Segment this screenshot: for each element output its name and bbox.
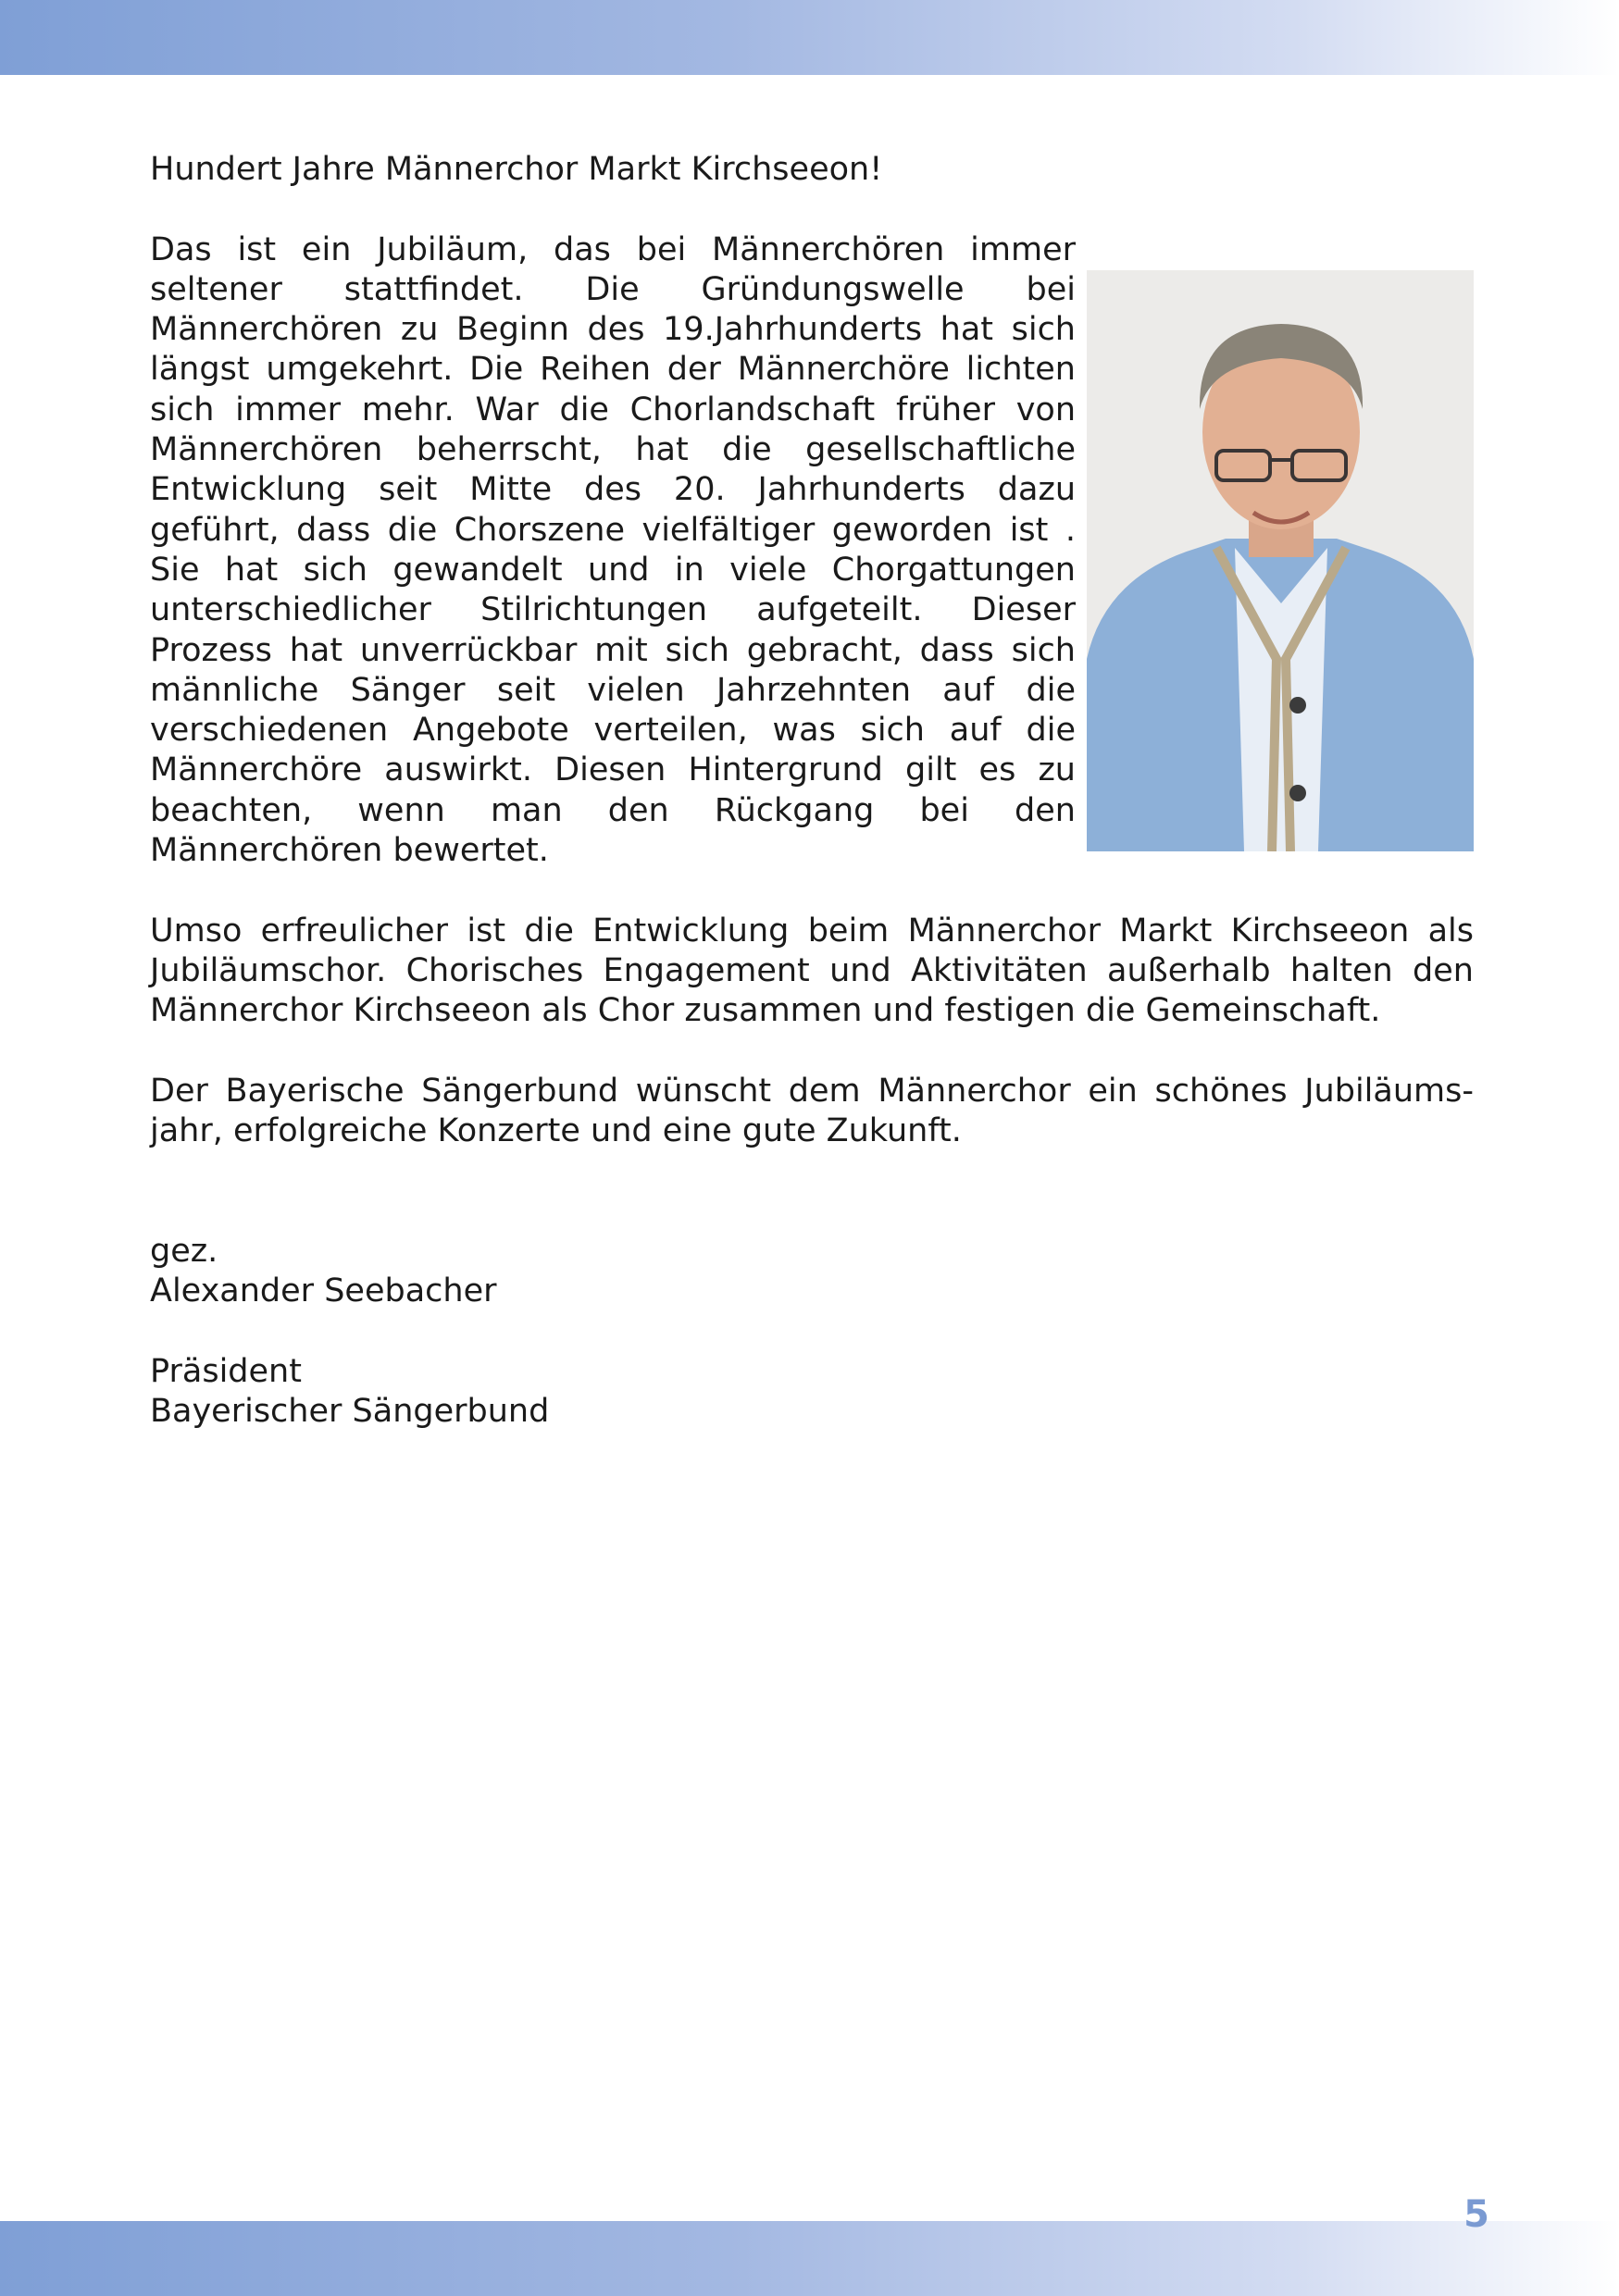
paragraph-3: Der Bayerische Sängerbund wünscht dem Männerchor ein schönes Jubiläums-jahr, erfolgreiche Konzerte und eine gute Zukunft.: [150, 1072, 1474, 1150]
signature-name: Alexander Seebacher: [150, 1272, 497, 1310]
signature-prefix: gez.: [150, 1233, 218, 1271]
header-band: [0, 0, 1619, 75]
paragraph-2: Umso erfreulicher ist die Entwicklung beim Männerchor Markt Kirchseeon als Jubiläumschor. Chorisches Engagement und Aktivitäten außerhalb halten den Männerchor Kirchseeon als Chor zusammen und festigen die Gemeinschaft.: [150, 912, 1474, 1030]
footer-band: [0, 2221, 1619, 2296]
paragraph-1: Das ist ein Jubiläum, das bei Männerchören immer seltener stattfindet. Die Gründungswelle bei Männerchören zu Beginn des 19.Jahrhunderts hat sich längst umgekehrt. Die Reihen der Männerchöre lichten sich immer mehr. War die Chorlandschaft früher von Männerchören beherrscht, hat die gesellschaftliche Entwicklung seit Mitte des 20. Jahrhunderts dazu geführt, dass die Chorszene vielfältiger geworden ist . Sie hat sich gewandelt und in viele Chorgattungen unterschiedlicher Stilrichtungen aufgeteilt. Dieser Prozess hat unverrückbar mit sich gebracht, dass sich männliche Sänger seit vielen Jahrzehnten auf die verschiedenen Angebote verteilen, was sich auf die Männerchöre auswirkt. Diesen Hintergrund gilt es zu beachten, wenn man den Rückgang bei den Männerchören bewertet.: [150, 230, 1076, 870]
signature-role: Präsident: [150, 1352, 302, 1390]
page-number: 5: [1463, 2193, 1489, 2236]
letter-body: [150, 150, 1474, 1433]
signature-organization: Bayerischer Sängerbund: [150, 1393, 550, 1431]
signature-block: [150, 1232, 1474, 1432]
letter-headline: Hundert Jahre Männerchor Markt Kirchseeon!: [150, 151, 883, 188]
portrait-photo: [1087, 270, 1474, 851]
